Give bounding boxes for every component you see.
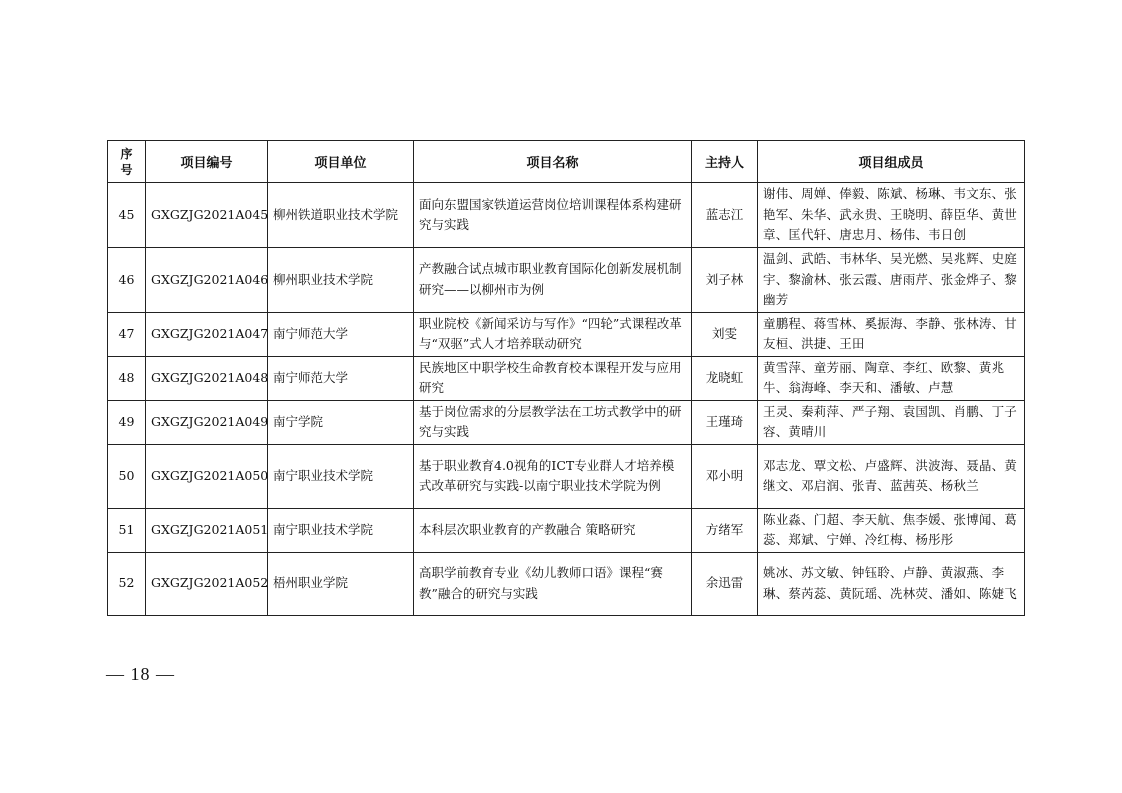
- cell-code: GXGZJG2021A047: [146, 312, 268, 356]
- cell-host: 方绪军: [692, 508, 758, 552]
- cell-seq: 48: [108, 356, 146, 400]
- cell-code: GXGZJG2021A050: [146, 444, 268, 508]
- cell-host: 王瑾琦: [692, 400, 758, 444]
- cell-unit: 柳州铁道职业技术学院: [268, 183, 414, 248]
- cell-unit: 南宁师范大学: [268, 312, 414, 356]
- cell-seq: 49: [108, 400, 146, 444]
- cell-name: 基于职业教育4.0视角的ICT专业群人才培养模式改革研究与实践-以南宁职业技术学院为例: [414, 444, 692, 508]
- cell-host: 邓小明: [692, 444, 758, 508]
- cell-name: 民族地区中职学校生命教育校本课程开发与应用研究: [414, 356, 692, 400]
- table-row: [108, 400, 1025, 444]
- cell-unit: 梧州职业学院: [268, 552, 414, 615]
- cell-name: 高职学前教育专业《幼儿教师口语》课程“赛教”融合的研究与实践: [414, 552, 692, 615]
- cell-seq: 52: [108, 552, 146, 615]
- table-row: [108, 248, 1025, 313]
- header-seq: 序号: [108, 141, 146, 183]
- cell-members: 童鹏程、蒋雪林、奚振海、李静、张林涛、甘友桓、洪捷、王田: [758, 312, 1025, 356]
- cell-host: 蓝志江: [692, 183, 758, 248]
- cell-members: 谢伟、周婵、俸毅、陈斌、杨琳、韦文东、张艳军、朱华、武永贵、王晓明、薛臣华、黄世章、匡代轩、唐忠月、杨伟、韦日创: [758, 183, 1025, 248]
- cell-host: 刘雯: [692, 312, 758, 356]
- header-host: 主持人: [692, 141, 758, 183]
- header-unit: 项目单位: [268, 141, 414, 183]
- cell-seq: 47: [108, 312, 146, 356]
- table-row: [108, 356, 1025, 400]
- table-row: [108, 312, 1025, 356]
- cell-unit: 南宁职业技术学院: [268, 508, 414, 552]
- cell-members: 姚冰、苏文敏、钟钰聆、卢静、黄淑燕、李琳、蔡芮蕊、黄阮瑶、冼林荧、潘如、陈婕飞: [758, 552, 1025, 615]
- cell-seq: 46: [108, 248, 146, 313]
- cell-seq: 51: [108, 508, 146, 552]
- cell-members: 邓志龙、覃文松、卢盛辉、洪波海、聂晶、黄继文、邓启润、张青、蓝茜英、杨秋兰: [758, 444, 1025, 508]
- cell-members: 温剑、武皓、韦林华、吴光燃、吴兆辉、史庭宇、黎渝林、张云霞、唐雨芹、张金烨子、黎幽芳: [758, 248, 1025, 313]
- cell-unit: 南宁师范大学: [268, 356, 414, 400]
- header-row: [108, 141, 1025, 183]
- table-row: [108, 552, 1025, 615]
- cell-host: 刘子林: [692, 248, 758, 313]
- cell-name: 产教融合试点城市职业教育国际化创新发展机制研究——以柳州市为例: [414, 248, 692, 313]
- cell-code: GXGZJG2021A049: [146, 400, 268, 444]
- cell-unit: 柳州职业技术学院: [268, 248, 414, 313]
- cell-code: GXGZJG2021A048: [146, 356, 268, 400]
- cell-seq: 50: [108, 444, 146, 508]
- cell-host: 龙晓虹: [692, 356, 758, 400]
- cell-members: 黄雪萍、童芳丽、陶章、李红、欧黎、黄兆牛、翁海峰、李天和、潘敏、卢慧: [758, 356, 1025, 400]
- cell-name: 职业院校《新闻采访与写作》“四轮”式课程改革与“双驱”式人才培养联动研究: [414, 312, 692, 356]
- cell-seq: 45: [108, 183, 146, 248]
- table-row: [108, 183, 1025, 248]
- cell-code: GXGZJG2021A046: [146, 248, 268, 313]
- cell-code: GXGZJG2021A051: [146, 508, 268, 552]
- cell-code: GXGZJG2021A045: [146, 183, 268, 248]
- cell-name: 本科层次职业教育的产教融合 策略研究: [414, 508, 692, 552]
- cell-members: 王灵、秦莉萍、严子翔、袁国凯、肖鹏、丁子容、黄晴川: [758, 400, 1025, 444]
- header-members: 项目组成员: [758, 141, 1025, 183]
- cell-unit: 南宁职业技术学院: [268, 444, 414, 508]
- cell-members: 陈业淼、门超、李天航、焦李媛、张博闻、葛蕊、郑斌、宁婵、冷红梅、杨彤彤: [758, 508, 1025, 552]
- cell-host: 余迅雷: [692, 552, 758, 615]
- cell-unit: 南宁学院: [268, 400, 414, 444]
- header-code: 项目编号: [146, 141, 268, 183]
- header-name: 项目名称: [414, 141, 692, 183]
- project-table: [107, 140, 1025, 616]
- table-row: [108, 444, 1025, 508]
- table-row: [108, 508, 1025, 552]
- cell-name: 基于岗位需求的分层教学法在工坊式教学中的研究与实践: [414, 400, 692, 444]
- cell-code: GXGZJG2021A052: [146, 552, 268, 615]
- cell-name: 面向东盟国家铁道运营岗位培训课程体系构建研究与实践: [414, 183, 692, 248]
- page-number: — 18 —: [106, 664, 175, 684]
